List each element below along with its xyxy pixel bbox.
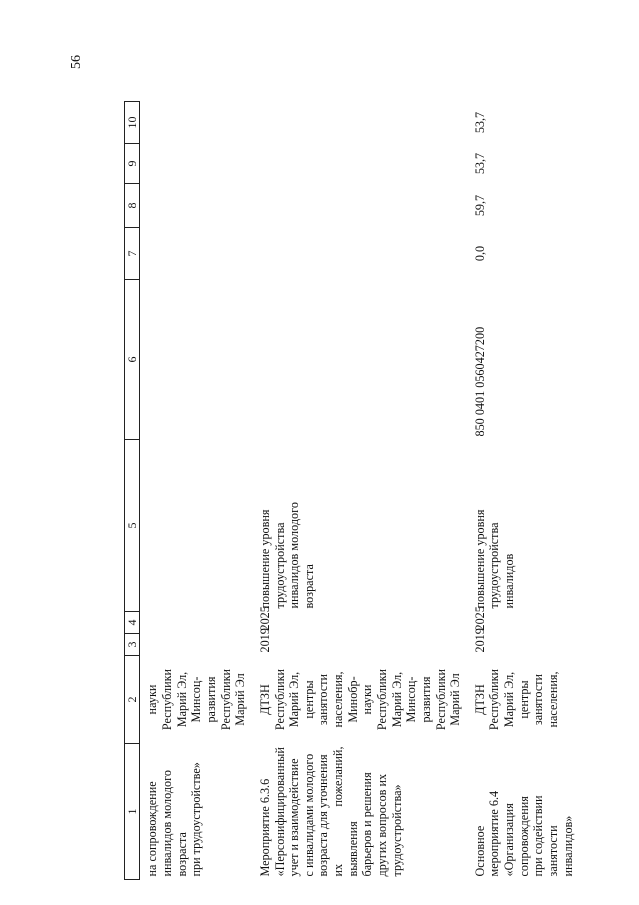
text-line: «Персонифицированный (272, 747, 287, 877)
text-line: трудоустройства» (389, 784, 404, 877)
start-year-cell: 2019 (472, 628, 487, 653)
text-line: инвалидов молодого (287, 502, 302, 609)
end-year-cell: 2025 (472, 606, 487, 631)
text-line: возраста (301, 564, 316, 609)
col-header: 1 (125, 744, 140, 880)
text-line: повышение уровня (472, 509, 487, 609)
value-cell (140, 144, 248, 184)
value-cell (140, 184, 248, 228)
value-cell: 59,7 (472, 194, 487, 217)
budget-code-cell (140, 280, 248, 440)
text-line: возраста для уточнения (316, 754, 331, 877)
text-line: Марий Эл, (502, 671, 517, 728)
activity-cell (463, 744, 575, 880)
text-line: населения, (331, 671, 346, 728)
text-line: «Организация (502, 803, 517, 877)
text-line: ДТЗН (472, 684, 487, 715)
col-header: 5 (125, 440, 140, 612)
text-line: центры (301, 680, 316, 719)
col-header: 3 (125, 634, 140, 656)
text-line: занятости (531, 673, 546, 726)
text-line: трудоустройства (487, 522, 502, 609)
text-line: возраста (174, 832, 189, 877)
col-header: 4 (125, 612, 140, 634)
text-line: при содействии занятости (531, 795, 561, 877)
start-year-cell: 2019 (257, 628, 272, 653)
text-line: Республики (433, 668, 448, 731)
value-cell (140, 228, 248, 280)
col-header: 6 (125, 280, 140, 440)
value-cell (248, 228, 463, 280)
text-line: науки (145, 684, 160, 715)
table-row (463, 102, 575, 880)
activity-cell (248, 744, 463, 880)
executor-cell (140, 656, 248, 744)
text-line: мероприятие 6.4 (487, 790, 502, 877)
end-year-cell (140, 612, 248, 634)
text-line: Основное (472, 825, 487, 877)
text-line: Республики (487, 668, 502, 731)
text-line: барьеров и решения (360, 772, 375, 877)
text-line: Республики (375, 668, 389, 731)
value-cell: 53,7 (472, 111, 487, 134)
text-line: на сопровождение (145, 781, 160, 877)
text-line: Марий Эл, (389, 671, 404, 728)
text-line: Марий Эл, (287, 671, 302, 728)
text-line: населения, (546, 671, 561, 728)
value-cell (248, 184, 463, 228)
executor-cell (463, 656, 575, 744)
value-cell: 0,0 (472, 245, 487, 262)
text-line: науки (360, 684, 375, 715)
text-line: Республики (272, 668, 287, 731)
text-line: при трудоустройстве» (189, 762, 204, 877)
text-line: Минобр- (345, 676, 360, 723)
col-header: 7 (125, 228, 140, 280)
col-header: 10 (125, 102, 140, 144)
text-line: ДТЗН (257, 684, 272, 715)
text-line: развития (203, 676, 218, 723)
text-line: учет и взаимодействие (287, 758, 302, 877)
value-cell (248, 102, 463, 144)
text-line: инвалидов молодого (160, 770, 175, 877)
text-line: их пожеланий, выявления (331, 746, 360, 877)
program-table (124, 101, 575, 880)
text-line: Минсоц- (404, 676, 419, 723)
text-line: Республики (160, 668, 175, 731)
text-line: развития (418, 676, 433, 723)
text-line: занятости (316, 673, 331, 726)
text-line: Марий Эл, (174, 671, 189, 728)
rotated-table-container (124, 102, 575, 880)
text-line: трудоустройства (272, 522, 287, 609)
result-cell (140, 440, 248, 612)
text-line: центры (516, 680, 531, 719)
value-cell (248, 144, 463, 184)
text-line: Минсоц- (189, 676, 204, 723)
start-year-cell (140, 634, 248, 656)
result-cell (248, 440, 463, 612)
text-line: Республики (218, 668, 233, 731)
text-line: Марий Эл (448, 673, 463, 726)
col-header: 8 (125, 184, 140, 228)
budget-code-cell: 850 0401 0560427200 (472, 326, 487, 437)
col-header: 2 (125, 656, 140, 744)
executor-cell (248, 656, 463, 744)
value-cell (140, 102, 248, 144)
end-year-cell: 2025 (257, 606, 272, 631)
col-header: 9 (125, 144, 140, 184)
text-line: Мероприятие 6.3.6 (257, 778, 272, 877)
budget-code-cell (248, 280, 463, 440)
text-line: повышение уровня (257, 509, 272, 609)
page-number: 56 (69, 55, 84, 69)
value-cell: 53,7 (472, 152, 487, 175)
text-line: инвалидов (502, 553, 517, 609)
text-line: с инвалидами молодого (301, 753, 316, 877)
table-row (248, 102, 463, 880)
text-line: инвалидов» (560, 815, 575, 877)
result-cell (463, 440, 575, 612)
activity-cell (140, 744, 248, 880)
header-row (125, 102, 140, 880)
text-line: Марий Эл (233, 673, 248, 726)
text-line: других вопросов их (375, 773, 389, 877)
table-row (140, 102, 248, 880)
text-line: сопровождения (516, 796, 531, 877)
